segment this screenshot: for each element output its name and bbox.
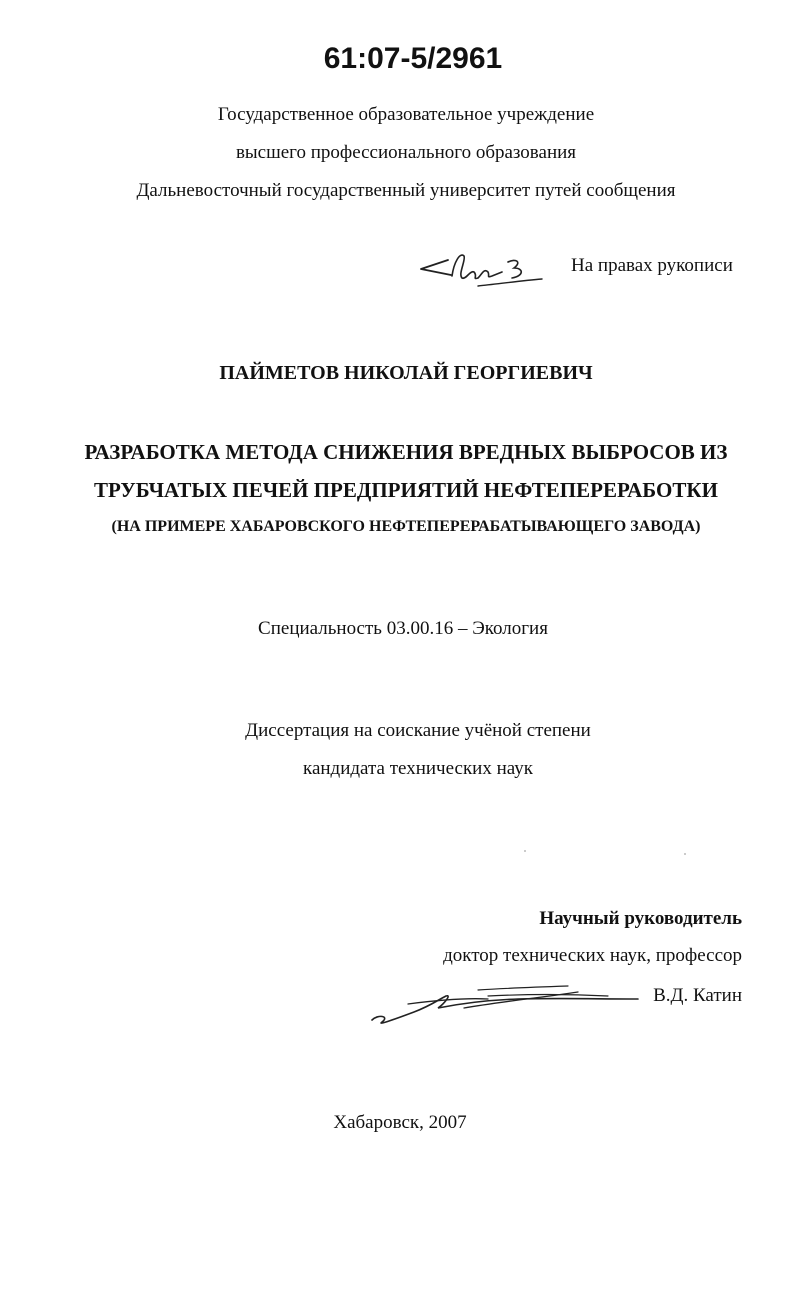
document-code: 61:07-5/2961: [323, 42, 503, 75]
supervisor-signature: [368, 978, 640, 1030]
supervisor-name: В.Д. Катин: [653, 985, 742, 1006]
author-signature: [418, 248, 548, 290]
degree-line-1: Диссертация на соискание учёной степени: [245, 720, 591, 741]
institution-line-1: Государственное образовательное учреждение: [217, 104, 595, 125]
institution-line-2: высшего профессионального образования: [235, 142, 577, 163]
specialty: Специальность 03.00.16 – Экология: [258, 618, 548, 639]
degree-line-2: кандидата технических наук: [303, 758, 533, 779]
supervisor-degree: доктор технических наук, профессор: [443, 945, 742, 966]
city-year: Хабаровск, 2007: [333, 1112, 467, 1133]
supervisor-heading: Научный руководитель: [539, 908, 742, 929]
scan-speck: [684, 853, 686, 855]
scan-speck: [524, 850, 526, 852]
thesis-title-line-3: (НА ПРИМЕРЕ ХАБАРОВСКОГО НЕФТЕПЕРЕРАБАТЫВАЮЩЕГО ЗАВОДА): [111, 518, 701, 535]
author-name: ПАЙМЕТОВ НИКОЛАЙ ГЕОРГИЕВИЧ: [219, 362, 593, 384]
thesis-title-line-2: ТРУБЧАТЫХ ПЕЧЕЙ ПРЕДПРИЯТИЙ НЕФТЕПЕРЕРАБОТКИ: [94, 478, 718, 502]
manuscript-rights-note: На правах рукописи: [571, 255, 733, 276]
thesis-title-line-1: РАЗРАБОТКА МЕТОДА СНИЖЕНИЯ ВРЕДНЫХ ВЫБРОСОВ ИЗ: [84, 440, 728, 464]
institution-line-3: Дальневосточный государственный университет путей сообщения: [136, 180, 676, 201]
